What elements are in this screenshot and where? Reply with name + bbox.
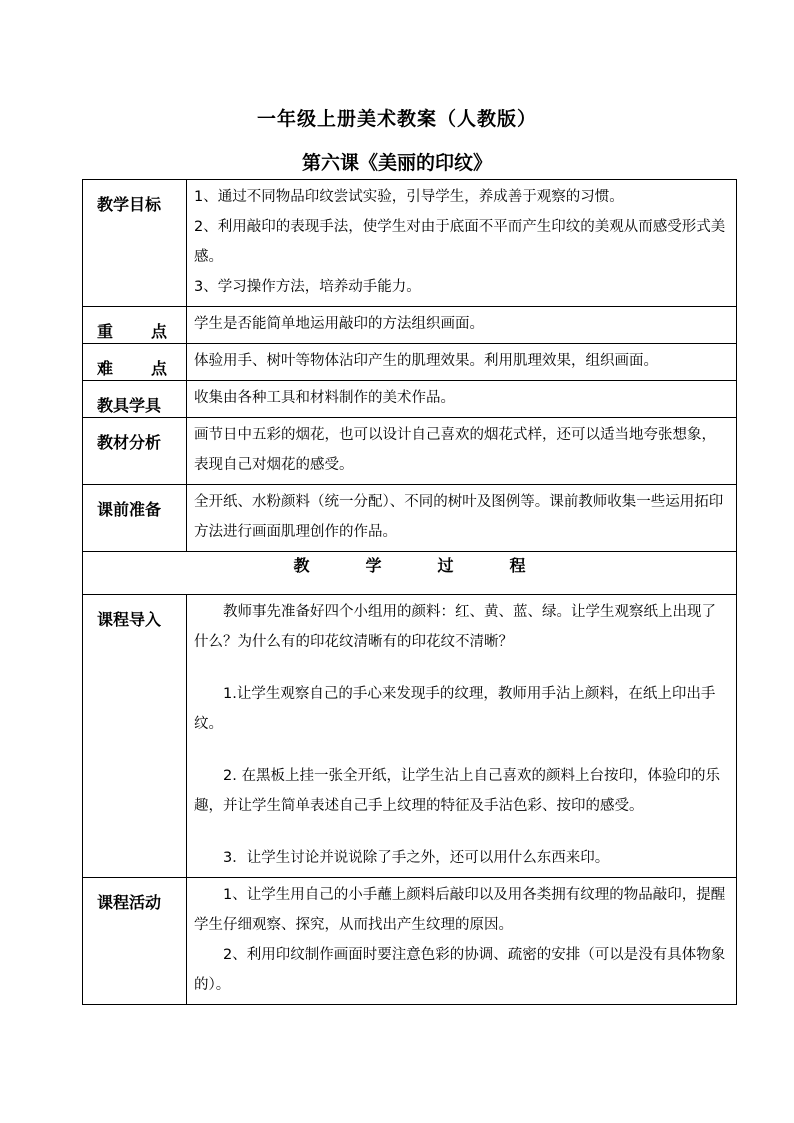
analysis-label: 教材分析 (83, 418, 187, 485)
row-key-point (83, 307, 737, 344)
process-heading-text: 教学过程 (293, 556, 582, 575)
intro-paragraph: 教师事先准备好四个小组用的颜料：红、黄、蓝、绿。让学生观察纸上出现了什么？为什么有的印花纹清晰有的印花纹不清晰？ (194, 604, 716, 650)
preparation-label: 课前准备 (83, 485, 187, 552)
difficulty-label-text: 难点 (97, 359, 206, 378)
intro-label: 课程导入 (83, 595, 187, 878)
row-goals (83, 180, 737, 307)
activity-paragraph: 2、利用印纹制作画面时要注意色彩的协调、疏密的安排（可以是没有具体物象的）。 (194, 947, 726, 993)
goal-line: 2、利用敲印的表现手法，使学生对由于底面不平而产生印纹的美观从而感受形式美感。 (194, 219, 726, 265)
intro-paragraph: 1.让学生观察自己的手心来发现手的纹理，教师用手沾上颜料，在纸上印出手纹。 (194, 686, 716, 732)
activity-paragraph: 1、让学生用自己的小手蘸上颜料后敲印以及用各类拥有纹理的物品敲印，提醒学生仔细观察、探究，从而找出产生纹理的原因。 (194, 887, 726, 933)
document-title: 一年级上册美术教案（人教版） (256, 108, 537, 130)
tools-label: 教具学具 (83, 381, 187, 418)
row-preparation (83, 485, 737, 552)
activities-label: 课程活动 (83, 878, 187, 1005)
row-tools (83, 381, 737, 418)
goal-line: 3、学习操作方法，培养动手能力。 (194, 279, 421, 295)
analysis-content: 画节日中五彩的烟花，也可以设计自己喜欢的烟花式样，还可以适当地夸张想象，表现自己对烟花的感受。 (187, 418, 737, 485)
intro-content (187, 595, 737, 878)
tools-content: 收集由各种工具和材料制作的美术作品。 (187, 381, 737, 418)
process-heading (83, 552, 737, 595)
key-point-label-text: 重点 (97, 322, 206, 341)
intro-paragraph: 3．让学生讨论并说说除了手之外，还可以用什么东西来印。 (223, 850, 610, 866)
row-difficulty (83, 344, 737, 381)
intro-paragraph: 2. 在黑板上挂一张全开纸，让学生沾上自己喜欢的颜料上台按印，体验印的乐趣，并让学生简单表述自己手上纹理的特征及手沾色彩、按印的感受。 (194, 768, 720, 814)
difficulty-content: 体验用手、树叶等物体沾印产生的肌理效果。利用肌理效果，组织画面。 (187, 344, 737, 381)
difficulty-label (83, 344, 206, 381)
lesson-plan-table (82, 179, 737, 1005)
key-point-label (83, 307, 206, 344)
row-intro (83, 595, 737, 878)
lesson-title: 第六课《美丽的印纹》 (301, 152, 492, 174)
goals-label: 教学目标 (83, 180, 187, 307)
row-analysis (83, 418, 737, 485)
preparation-content: 全开纸、水粉颜料（统一分配）、不同的树叶及图例等。课前教师收集一些运用拓印方法进行画面肌理创作的作品。 (187, 485, 737, 552)
key-point-content: 学生是否能简单地运用敲印的方法组织画面。 (187, 307, 737, 344)
row-process-heading (83, 552, 737, 595)
activities-content (187, 878, 737, 1005)
goal-line: 1、通过不同物品印纹尝试实验，引导学生，养成善于观察的习惯。 (194, 189, 624, 205)
goals-content (187, 180, 737, 307)
row-activities (83, 878, 737, 1005)
